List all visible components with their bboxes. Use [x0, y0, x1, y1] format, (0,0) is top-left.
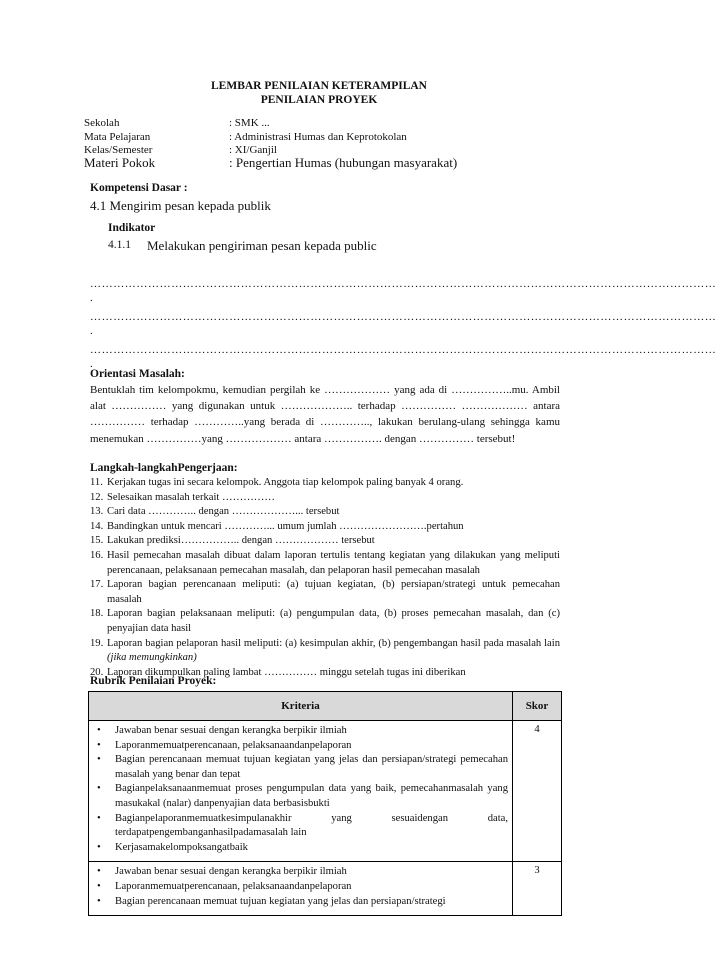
info-value: : XI/Ganjil	[229, 144, 277, 156]
kriteria-text: Jawaban benar sesuai dengan kerangka berpikir ilmiah	[115, 725, 347, 736]
info-label: Materi Pokok	[84, 155, 156, 170]
list-item	[90, 578, 560, 607]
orientasi-text: Bentuklah tim kelompokmu, kemudian pergilah ke ……………… yang ada di ……………..mu. Ambil alat …………… yang digunakan untuk ……………….. terhadap …………… ……………… antara …………… terhadap …………..yang berada di ………….., lakukan berulang-ulang sehingga kamu menemukan ……………yang ……………… antara ……………. dengan …………… tersebut!	[90, 384, 560, 445]
langkah-list	[90, 476, 560, 680]
list-item	[90, 505, 560, 520]
column-header-skor: Skor	[513, 692, 562, 721]
step-text: Cari data ………….. dengan ………………... tersebut	[107, 506, 340, 518]
document-subtitle: PENILAIAN PROYEK	[260, 94, 378, 106]
kriteria-text: Kerjasamakelompoksangatbaik	[115, 841, 248, 853]
step-text-italic: (jika memungkinkan)	[107, 652, 197, 664]
kriteria-list	[93, 865, 508, 909]
step-text: Laporan dikumpulkan paling lambat …………… minggu setelah tugas ini diberikan	[107, 666, 466, 678]
info-label: Sekolah	[84, 117, 120, 129]
step-number: 17.	[90, 579, 104, 591]
skor-cell: 4	[513, 721, 562, 862]
list-item	[90, 637, 560, 666]
list-item	[93, 724, 508, 739]
list-item	[90, 607, 560, 636]
list-item	[93, 841, 508, 856]
info-label: Mata Pelajaran	[84, 131, 151, 143]
step-number: 18.	[90, 608, 104, 620]
step-text: Laporan bagian pelaporan hasil meliputi: (a) kesimpulan akhir, (b) pengembangan hasil pada masalah lain	[107, 637, 560, 649]
info-value: : SMK ...	[229, 117, 270, 129]
bullet-icon: •	[97, 866, 101, 878]
list-item	[93, 865, 508, 880]
info-value: : Administrasi Humas dan Keprotokolan	[229, 131, 407, 143]
step-text: Bandingkan untuk mencari …………... umum jumlah …………………….pertahun	[107, 520, 464, 532]
langkah-heading: Langkah-langkahPengerjaan:	[90, 462, 238, 474]
bullet-icon: •	[97, 841, 101, 853]
step-text: Hasil pemecahan masalah dibuat dalam laporan tertulis tentang kegiatan yang dilakukan yang meliputi perencanaan, pelaksanaan pemecahan masalah, dan pelaporan hasil pemecahan masalah	[107, 549, 560, 576]
dotted-line-end: .	[90, 325, 93, 337]
list-item	[93, 753, 508, 782]
kriteria-text: Bagianpelaksanaanmemuat proses pengumpulan data yang baik, pemecahanmasalah yang masukakal (nalar) danpenyajian data berbasisbukti	[115, 783, 508, 809]
kriteria-list	[93, 724, 508, 855]
kriteria-cell	[89, 862, 513, 916]
rubrik-heading: Rubrik Penilaian Proyek:	[90, 675, 217, 687]
rubric-table	[88, 691, 562, 916]
kriteria-text: Laporanmemuatperencanaan, pelaksanaandanpelaporan	[115, 880, 352, 892]
step-number: 20.	[90, 666, 104, 678]
step-text: Lakukan prediksi…………….. dengan ……………… tersebut	[107, 535, 375, 547]
step-number: 12.	[90, 491, 104, 503]
step-number: 11.	[90, 477, 103, 488]
dotted-line: ………………………………………………………………………………………………………………………………………………	[90, 311, 716, 323]
step-number: 15.	[90, 535, 104, 547]
column-header-kriteria: Kriteria	[89, 692, 513, 721]
dotted-line: ………………………………………………………………………………………………………………………………………………	[90, 278, 716, 290]
info-value: : Pengertian Humas (hubungan masyarakat)	[229, 155, 458, 170]
step-text: Kerjakan tugas ini secara kelompok. Anggota tiap kelompok paling banyak 4 orang.	[107, 477, 464, 488]
step-number: 14.	[90, 520, 104, 532]
info-label: Kelas/Semester	[84, 144, 153, 156]
step-number: 16.	[90, 549, 104, 561]
step-text: Selesaikan masalah terkait ……………	[107, 491, 275, 503]
table-row	[89, 862, 562, 916]
kompetensi-label: Kompetensi Dasar :	[90, 182, 188, 194]
list-item	[90, 520, 560, 535]
dotted-line-end: .	[90, 292, 93, 304]
bullet-icon: •	[97, 895, 101, 907]
kriteria-text: Bagian perencanaan memuat tujuan kegiatan yang jelas dan persiapan/strategi	[115, 895, 446, 907]
bullet-icon: •	[97, 754, 101, 766]
step-text: Laporan bagian pelaksanaan meliputi: (a) pengumpulan data, (b) proses pemecahan masalah, dan (c) penyajian data hasil	[107, 608, 560, 634]
kompetensi-value: 4.1 Mengirim pesan kepada publik	[90, 198, 271, 213]
bullet-icon: •	[97, 725, 101, 736]
step-number: 19.	[90, 637, 104, 649]
step-text: Laporan bagian perencanaan meliputi: (a) tujuan kegiatan, (b) persiapan/strategi untuk pemecahan masalah	[107, 579, 560, 605]
list-item	[93, 782, 508, 811]
indikator-text: Melakukan pengiriman pesan kepada public	[147, 238, 377, 253]
bullet-icon: •	[97, 880, 101, 892]
orientasi-heading: Orientasi Masalah:	[90, 368, 185, 380]
document-title: LEMBAR PENILAIAN KETERAMPILAN	[211, 80, 427, 92]
list-item	[93, 895, 508, 910]
list-item	[90, 491, 560, 506]
skor-cell: 3	[513, 862, 562, 916]
indikator-label: Indikator	[108, 222, 156, 234]
indikator-number: 4.1.1	[108, 239, 131, 251]
list-item	[93, 812, 508, 841]
dotted-line: ………………………………………………………………………………………………………………………………………………	[90, 344, 716, 356]
kriteria-cell	[89, 721, 513, 862]
dotted-line-end: .	[90, 358, 93, 370]
bullet-icon: •	[97, 739, 101, 751]
list-item	[90, 549, 560, 578]
list-item	[93, 739, 508, 754]
step-number: 13.	[90, 506, 104, 518]
kriteria-text: Laporanmemuatperencanaan, pelaksanaandanpelaporan	[115, 739, 352, 751]
kriteria-text: Bagian perencanaan memuat tujuan kegiatan yang jelas dan persiapan/strategi pemecahan masalah yang benar dan tepat	[115, 754, 508, 780]
kriteria-text: Bagianpelaporanmemuatkesimpulanakhir yang sesuaidengan data, terdapatpengembanganhasilpadamasalah lain	[115, 812, 508, 839]
list-item	[93, 880, 508, 895]
list-item	[90, 534, 560, 549]
bullet-icon: •	[97, 783, 101, 795]
table-row	[89, 721, 562, 862]
table-header-row	[89, 692, 562, 721]
list-item	[90, 476, 560, 491]
kriteria-text: Jawaban benar sesuai dengan kerangka berpikir ilmiah	[115, 866, 347, 878]
bullet-icon: •	[97, 812, 101, 824]
